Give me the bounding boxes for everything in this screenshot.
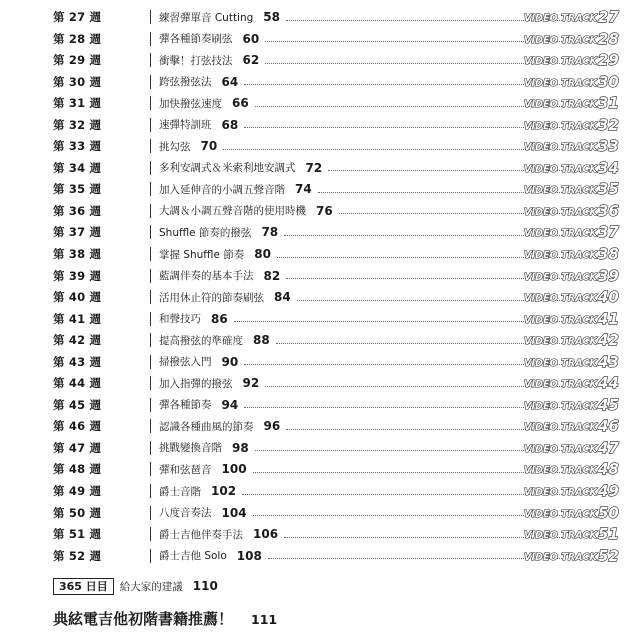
video-track-label: VIDEO TRACK bbox=[524, 314, 597, 326]
video-track-badge bbox=[524, 115, 640, 134]
page-number: 96 bbox=[263, 419, 281, 434]
page-number: 76 bbox=[316, 203, 333, 218]
toc-row bbox=[53, 92, 619, 114]
page-number: 72 bbox=[305, 160, 323, 175]
entry-line bbox=[159, 332, 564, 348]
dot-leader bbox=[244, 84, 564, 85]
video-track-label: VIDEO TRACK bbox=[524, 487, 597, 499]
video-track-number: 35 bbox=[597, 180, 619, 199]
video-track-number: 30 bbox=[597, 72, 619, 91]
video-track-badge bbox=[524, 10, 640, 24]
video-track-number: 43 bbox=[597, 352, 619, 371]
toc-row bbox=[53, 178, 619, 200]
divider bbox=[150, 441, 151, 455]
entry-line bbox=[159, 268, 564, 284]
week-label: 第 45 週 bbox=[53, 397, 102, 412]
video-track-number: 32 bbox=[597, 115, 619, 134]
video-track-badge bbox=[524, 158, 640, 177]
divider bbox=[150, 139, 151, 153]
footer-page: 111 bbox=[251, 612, 278, 627]
entry-line bbox=[159, 31, 564, 47]
video-track-label: VIDEO TRACK bbox=[524, 250, 597, 262]
entry-title: 八度音奏法 bbox=[159, 507, 212, 520]
entry-title: 爵士音階 bbox=[159, 485, 201, 498]
entry-line bbox=[159, 418, 564, 434]
dot-leader bbox=[253, 515, 564, 516]
entry-line bbox=[159, 375, 564, 391]
toc-row bbox=[53, 415, 619, 437]
page-number: 60 bbox=[242, 31, 260, 46]
toc-row bbox=[53, 502, 619, 524]
week-label: 第 44 週 bbox=[53, 376, 102, 391]
video-track-number: 40 bbox=[597, 288, 619, 307]
dot-leader bbox=[234, 321, 564, 322]
video-track-badge bbox=[524, 546, 640, 565]
divider bbox=[150, 269, 151, 283]
entry-line bbox=[159, 526, 564, 542]
video-track-label: VIDEO TRACK bbox=[524, 293, 597, 305]
dot-leader bbox=[284, 235, 564, 236]
toc-row bbox=[53, 523, 619, 545]
video-track-badge bbox=[524, 180, 640, 199]
toc-row bbox=[53, 458, 619, 480]
entry-title: 多利安調式＆米索利地安調式 bbox=[159, 162, 296, 175]
page-number: 70 bbox=[200, 139, 218, 154]
toc-row bbox=[53, 135, 619, 157]
entry-line bbox=[159, 246, 564, 262]
divider bbox=[150, 355, 151, 369]
video-track-number: 33 bbox=[597, 137, 619, 156]
video-track-label: VIDEO TRACK bbox=[524, 357, 597, 369]
entry-line bbox=[159, 9, 564, 25]
entry-title: 練習彈單音 Cutting bbox=[159, 11, 254, 24]
video-track-badge bbox=[524, 525, 640, 544]
entry-title: 大調＆小調五聲音階的使用時機 bbox=[159, 205, 306, 218]
week-label: 第 33 週 bbox=[53, 139, 102, 154]
week-label: 第 28 週 bbox=[53, 31, 102, 46]
toc-row bbox=[53, 157, 619, 179]
dot-leader bbox=[253, 472, 564, 473]
video-track-number: 37 bbox=[597, 223, 619, 242]
toc-row bbox=[53, 437, 619, 459]
divider bbox=[150, 204, 151, 218]
page-number: 58 bbox=[263, 10, 280, 24]
divider bbox=[150, 290, 151, 304]
video-track-number: 41 bbox=[597, 309, 619, 328]
week-label: 第 46 週 bbox=[53, 419, 102, 434]
footer-recommendation bbox=[53, 608, 277, 629]
week-label: 第 37 週 bbox=[53, 225, 102, 240]
dot-leader bbox=[255, 450, 564, 451]
entry-title: 彈和弦琶音 bbox=[159, 463, 212, 476]
video-track-label: VIDEO TRACK bbox=[524, 13, 597, 24]
dot-leader bbox=[276, 343, 564, 344]
toc-row bbox=[53, 49, 619, 71]
video-track-number: 44 bbox=[597, 374, 619, 393]
divider bbox=[150, 247, 151, 261]
page-number: 86 bbox=[211, 311, 228, 326]
video-track-badge bbox=[524, 395, 640, 414]
entry-line bbox=[159, 160, 564, 176]
entry-line bbox=[159, 181, 564, 197]
video-track-number: 27 bbox=[597, 8, 619, 26]
final-day-page: 110 bbox=[192, 579, 218, 593]
dot-leader bbox=[277, 257, 564, 258]
week-label: 第 31 週 bbox=[53, 96, 102, 111]
page-number: 94 bbox=[221, 397, 239, 412]
video-track-number: 45 bbox=[597, 395, 619, 414]
entry-title: 爵士吉他 Solo bbox=[159, 550, 227, 563]
divider bbox=[150, 376, 151, 390]
toc-row bbox=[53, 480, 619, 502]
video-track-badge bbox=[524, 460, 640, 479]
divider bbox=[150, 96, 151, 110]
entry-line bbox=[159, 548, 564, 564]
entry-line bbox=[159, 397, 564, 413]
video-track-label: VIDEO TRACK bbox=[524, 400, 597, 412]
video-track-number: 47 bbox=[597, 438, 619, 457]
entry-line bbox=[159, 505, 564, 521]
video-track-number: 50 bbox=[597, 503, 619, 522]
entry-line bbox=[159, 354, 564, 370]
video-track-badge bbox=[524, 51, 640, 70]
video-track-label: VIDEO TRACK bbox=[524, 336, 597, 348]
final-day-title: 給大家的建議 bbox=[119, 580, 183, 593]
video-track-label: VIDEO TRACK bbox=[524, 163, 597, 175]
entry-line bbox=[159, 311, 564, 327]
dot-leader bbox=[242, 494, 564, 495]
video-track-label: VIDEO TRACK bbox=[524, 142, 597, 154]
week-label: 第 29 週 bbox=[53, 53, 102, 68]
entry-line bbox=[159, 289, 564, 305]
toc-row bbox=[53, 545, 619, 567]
divider bbox=[150, 549, 151, 563]
entry-title: Shuffle 節奏的撥弦 bbox=[159, 226, 252, 239]
dot-leader bbox=[244, 127, 564, 128]
divider bbox=[150, 506, 151, 520]
entry-title: 掃撥弦入門 bbox=[159, 356, 212, 369]
video-track-badge bbox=[524, 309, 640, 328]
video-track-label: VIDEO TRACK bbox=[524, 206, 597, 218]
video-track-number: 29 bbox=[597, 51, 619, 70]
week-label: 第 34 週 bbox=[53, 160, 102, 175]
week-label: 第 50 週 bbox=[53, 505, 102, 520]
entry-line bbox=[159, 74, 564, 90]
video-track-label: VIDEO TRACK bbox=[524, 34, 597, 46]
video-track-badge bbox=[524, 94, 640, 113]
entry-line bbox=[159, 138, 564, 154]
video-track-label: VIDEO TRACK bbox=[524, 422, 597, 434]
toc-row bbox=[53, 329, 619, 351]
video-track-number: 39 bbox=[597, 266, 619, 285]
week-label: 第 48 週 bbox=[53, 462, 102, 477]
video-track-label: VIDEO TRACK bbox=[524, 508, 597, 520]
week-label: 第 49 週 bbox=[53, 484, 102, 499]
video-track-badge bbox=[524, 137, 640, 156]
video-track-number: 34 bbox=[597, 158, 619, 177]
video-track-badge bbox=[524, 29, 640, 48]
video-track-number: 49 bbox=[597, 482, 619, 501]
page-number: 84 bbox=[274, 290, 291, 305]
week-label: 第 42 週 bbox=[53, 333, 102, 348]
week-label: 第 43 週 bbox=[53, 354, 102, 369]
divider bbox=[150, 312, 151, 326]
page-number: 100 bbox=[221, 462, 247, 477]
toc-row bbox=[53, 351, 619, 373]
video-track-badge bbox=[524, 503, 640, 522]
entry-title: 活用休止符的節奏刷弦 bbox=[159, 291, 264, 304]
dot-leader bbox=[223, 149, 564, 150]
entry-line bbox=[159, 440, 564, 456]
divider bbox=[150, 462, 151, 476]
entry-line bbox=[159, 461, 564, 477]
page-number: 98 bbox=[232, 440, 249, 455]
divider bbox=[150, 53, 151, 67]
week-label: 第 51 週 bbox=[53, 527, 102, 542]
divider bbox=[150, 398, 151, 412]
dot-leader bbox=[286, 20, 564, 21]
toc-row bbox=[53, 394, 619, 416]
video-track-label: VIDEO TRACK bbox=[524, 465, 597, 477]
page-number: 74 bbox=[295, 182, 312, 197]
page-number: 78 bbox=[261, 225, 279, 240]
page-number: 62 bbox=[242, 53, 260, 68]
week-label: 第 52 週 bbox=[53, 548, 102, 563]
divider bbox=[150, 161, 151, 175]
video-track-badge bbox=[524, 438, 640, 457]
video-track-badge bbox=[524, 288, 640, 307]
page-number: 68 bbox=[221, 117, 239, 132]
page-number: 88 bbox=[253, 333, 270, 348]
page-number: 102 bbox=[211, 484, 237, 499]
toc-row bbox=[53, 265, 619, 287]
divider bbox=[150, 118, 151, 132]
video-track-badge bbox=[524, 482, 640, 501]
video-track-label: VIDEO TRACK bbox=[524, 551, 597, 563]
entry-line bbox=[159, 95, 564, 111]
entry-line bbox=[159, 224, 564, 240]
entry-title: 爵士吉他伴奏手法 bbox=[159, 528, 243, 541]
dot-leader bbox=[286, 278, 564, 279]
dot-leader bbox=[255, 106, 564, 107]
video-track-label: VIDEO TRACK bbox=[524, 530, 597, 542]
week-label: 第 38 週 bbox=[53, 247, 102, 262]
entry-title: 掌握 Shuffle 節奏 bbox=[159, 248, 245, 261]
week-label: 第 36 週 bbox=[53, 203, 102, 218]
toc-row bbox=[53, 221, 619, 243]
toc-row bbox=[53, 200, 619, 222]
toc-row bbox=[53, 308, 619, 330]
entry-title: 衝擊！打弦技法 bbox=[159, 54, 233, 67]
final-day-badge: 365 日目 bbox=[53, 578, 114, 595]
week-label: 第 32 週 bbox=[53, 117, 102, 132]
dot-leader bbox=[268, 558, 564, 559]
toc-row bbox=[53, 6, 619, 28]
video-track-number: 48 bbox=[597, 460, 619, 479]
video-track-number: 52 bbox=[597, 546, 619, 565]
video-track-number: 36 bbox=[597, 201, 619, 220]
toc-list bbox=[53, 6, 619, 566]
video-track-label: VIDEO TRACK bbox=[524, 120, 597, 132]
video-track-label: VIDEO TRACK bbox=[524, 228, 597, 240]
dot-leader bbox=[265, 41, 564, 42]
video-track-badge bbox=[524, 352, 640, 371]
toc-row bbox=[53, 243, 619, 265]
divider bbox=[150, 182, 151, 196]
video-track-badge bbox=[524, 417, 640, 436]
video-track-badge bbox=[524, 223, 640, 242]
dot-leader bbox=[284, 537, 564, 538]
week-label: 第 27 週 bbox=[53, 10, 102, 24]
video-track-badge bbox=[524, 72, 640, 91]
entry-title: 挑戰變換音階 bbox=[159, 442, 222, 455]
video-track-label: VIDEO TRACK bbox=[524, 99, 597, 111]
entry-title: 加入延伸音的小調五聲音階 bbox=[159, 183, 285, 196]
entry-title: 彈各種節奏刷弦 bbox=[159, 33, 233, 46]
week-label: 第 35 週 bbox=[53, 182, 102, 197]
entry-title: 跨弦撥弦法 bbox=[159, 76, 212, 89]
video-track-number: 51 bbox=[597, 525, 619, 544]
entry-title: 加快撥弦速度 bbox=[159, 97, 222, 110]
video-track-number: 42 bbox=[597, 331, 619, 350]
video-track-badge bbox=[524, 331, 640, 350]
week-label: 第 47 週 bbox=[53, 440, 102, 455]
entry-title: 彈各種節奏 bbox=[159, 399, 212, 412]
divider bbox=[150, 32, 151, 46]
entry-line bbox=[159, 483, 564, 499]
entry-line bbox=[159, 52, 564, 68]
video-track-label: VIDEO TRACK bbox=[524, 443, 597, 455]
divider bbox=[150, 333, 151, 347]
entry-title: 認識各種曲風的節奏 bbox=[159, 420, 254, 433]
video-track-number: 38 bbox=[597, 245, 619, 264]
page-number: 106 bbox=[253, 527, 279, 542]
dot-leader bbox=[286, 429, 564, 430]
divider bbox=[150, 484, 151, 498]
page-number: 80 bbox=[254, 247, 271, 262]
toc-row bbox=[53, 71, 619, 93]
page-number: 92 bbox=[242, 376, 260, 391]
video-track-label: VIDEO TRACK bbox=[524, 379, 597, 391]
video-track-label: VIDEO TRACK bbox=[524, 56, 597, 68]
footer-title: 典絃電吉他初階書籍推薦！ bbox=[53, 610, 234, 628]
page-number: 104 bbox=[221, 505, 247, 520]
toc-row bbox=[53, 372, 619, 394]
entry-title: 提高撥弦的準確度 bbox=[159, 334, 243, 347]
dot-leader bbox=[265, 63, 564, 64]
week-label: 第 41 週 bbox=[53, 311, 102, 326]
video-track-label: VIDEO TRACK bbox=[524, 271, 597, 283]
toc-row bbox=[53, 28, 619, 50]
video-track-number: 46 bbox=[597, 417, 619, 436]
page-number: 82 bbox=[263, 268, 281, 283]
dot-leader bbox=[244, 364, 564, 365]
page-number: 108 bbox=[236, 548, 262, 563]
entry-line bbox=[159, 203, 564, 219]
entry-title: 挑勾弦 bbox=[159, 140, 191, 153]
page-number: 66 bbox=[232, 96, 249, 111]
week-label: 第 40 週 bbox=[53, 290, 102, 305]
video-track-number: 31 bbox=[597, 94, 619, 113]
video-track-number: 28 bbox=[597, 29, 619, 48]
dot-leader bbox=[244, 407, 564, 408]
entry-title: 速彈特訓班 bbox=[159, 119, 212, 132]
divider bbox=[150, 527, 151, 541]
dot-leader bbox=[265, 386, 564, 387]
entry-title: 和聲技巧 bbox=[159, 313, 201, 326]
page-number: 90 bbox=[221, 354, 239, 369]
video-track-badge bbox=[524, 201, 640, 220]
toc-row bbox=[53, 114, 619, 136]
divider bbox=[150, 75, 151, 89]
divider bbox=[150, 419, 151, 433]
entry-line bbox=[159, 117, 564, 133]
page-number: 64 bbox=[221, 74, 239, 89]
video-track-badge bbox=[524, 374, 640, 393]
entry-title: 加入指彈的撥弦 bbox=[159, 377, 233, 390]
video-track-label: VIDEO TRACK bbox=[524, 185, 597, 197]
divider bbox=[150, 10, 151, 24]
video-track-badge bbox=[524, 266, 640, 285]
toc-row bbox=[53, 286, 619, 308]
entry-title: 藍調伴奏的基本手法 bbox=[159, 270, 254, 283]
week-label: 第 30 週 bbox=[53, 74, 102, 89]
divider bbox=[150, 225, 151, 239]
final-day-entry bbox=[53, 577, 218, 595]
video-track-label: VIDEO TRACK bbox=[524, 77, 597, 89]
week-label: 第 39 週 bbox=[53, 268, 102, 283]
video-track-badge bbox=[524, 245, 640, 264]
